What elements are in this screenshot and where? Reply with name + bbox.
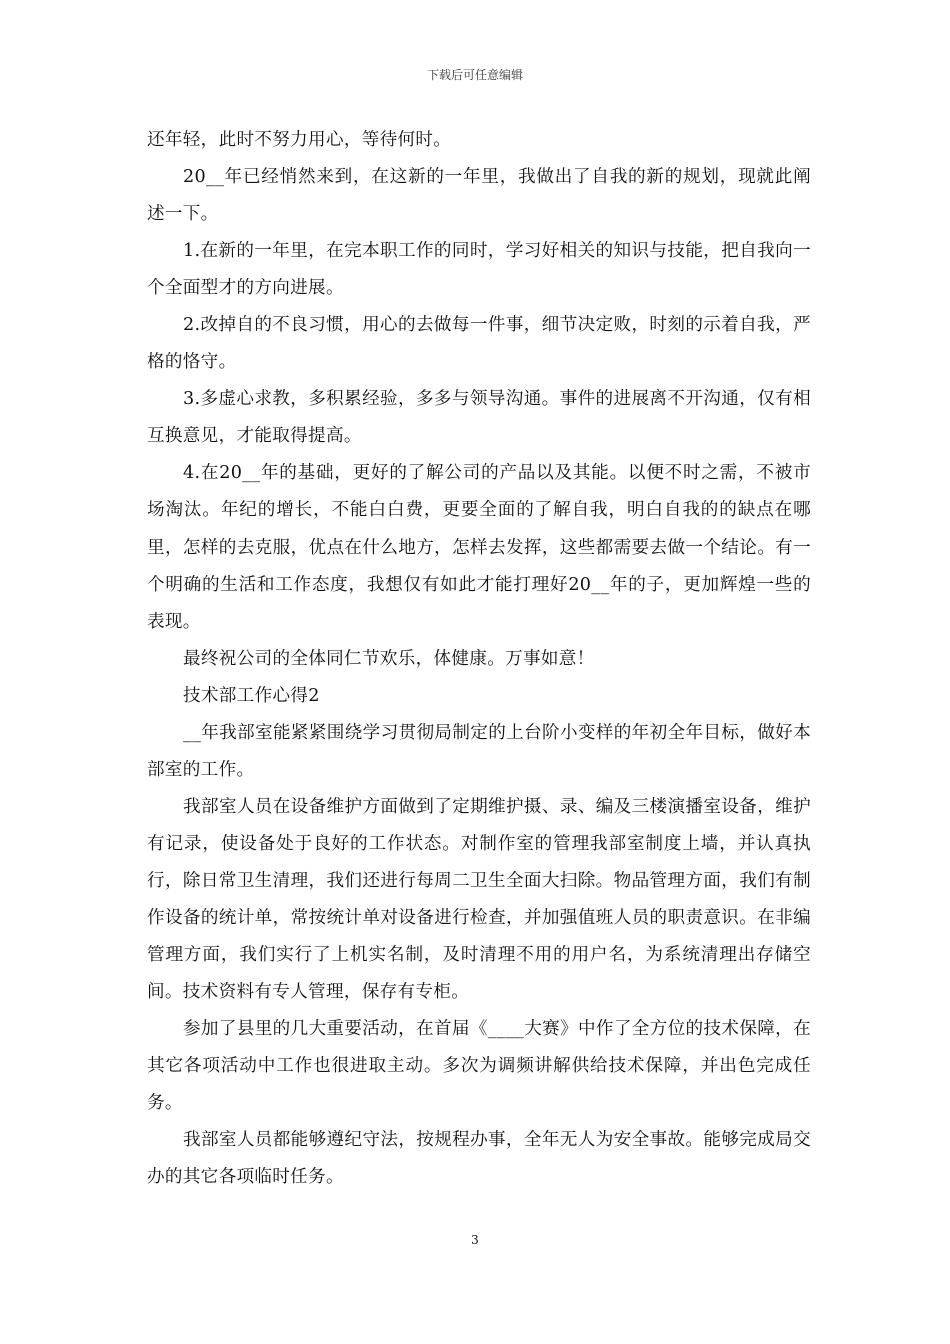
page-number: 3 bbox=[471, 1233, 479, 1247]
list-item: 4.在20__年的基础，更好的了解公司的产品以及其能。以便不时之需，不被市场淘汰。年纪的增长，不能白白费，更要全面的了解自我，明白自我的的缺点在哪里，怎样的去克服，优点在什么地方，怎样去发挥，这些都需要去做一个结论。有一个明确的生活和工作态度，我想仅有如此才能打理好20__年的子，更加辉煌一些的表现。 bbox=[147, 463, 811, 632]
list-item: 3.多虚心求教，多积累经验，多多与领导沟通。事件的进展离不开沟通，仅有相互换意见，才能取得提高。 bbox=[147, 389, 811, 447]
document-body bbox=[147, 122, 811, 1196]
paragraph: 还年轻，此时不努力用心，等待何时。 bbox=[147, 130, 452, 150]
page-header: 下载后可任意编辑 bbox=[426, 68, 523, 82]
paragraph: __年我部室能紧紧围绕学习贯彻局制定的上台阶小变样的年初全年目标，做好本部室的工作。 bbox=[147, 722, 811, 780]
paragraph: 参加了县里的几大重要活动，在首届《____大赛》中作了全方位的技术保障，在其它各项活动中工作也很进取主动。多次为调频讲解供给技术保障，并出色完成任务。 bbox=[147, 1019, 811, 1114]
paragraph: 我部室人员在设备维护方面做到了定期维护摄、录、编及三楼演播室设备，维护有记录，使设备处于良好的工作状态。对制作室的管理我部室制度上墙，并认真执行，除日常卫生清理，我们还进行每周二卫生全面大扫除。物品管理方面，我们有制作设备的统计单，常按统计单对设备进行检查，并加强值班人员的职责意识。在非编管理方面，我们实行了上机实名制，及时清理不用的用户名，为系统清理出存储空间。技术资料有专人管理，保存有专柜。 bbox=[147, 796, 811, 1003]
paragraph: 最终祝公司的全体同仁节欢乐，体健康。万事如意！ bbox=[183, 648, 595, 669]
paragraph: 20__年已经悄然来到，在这新的一年里，我做出了自我的新的规划，现就此阐述一下。 bbox=[147, 167, 811, 225]
list-item: 1.在新的一年里，在完本职工作的同时，学习好相关的知识与技能，把自我向一个全面型才的方向进展。 bbox=[147, 241, 811, 299]
list-item: 2.改掉自的不良习惯，用心的去做每一件事，细节决定败，时刻的示着自我，严格的恪守。 bbox=[147, 315, 811, 373]
section-title: 技术部工作心得2 bbox=[183, 685, 320, 706]
paragraph: 我部室人员都能够遵纪守法，按规程办事，全年无人为安全事故。能够完成局交办的其它各项临时任务。 bbox=[147, 1130, 811, 1188]
